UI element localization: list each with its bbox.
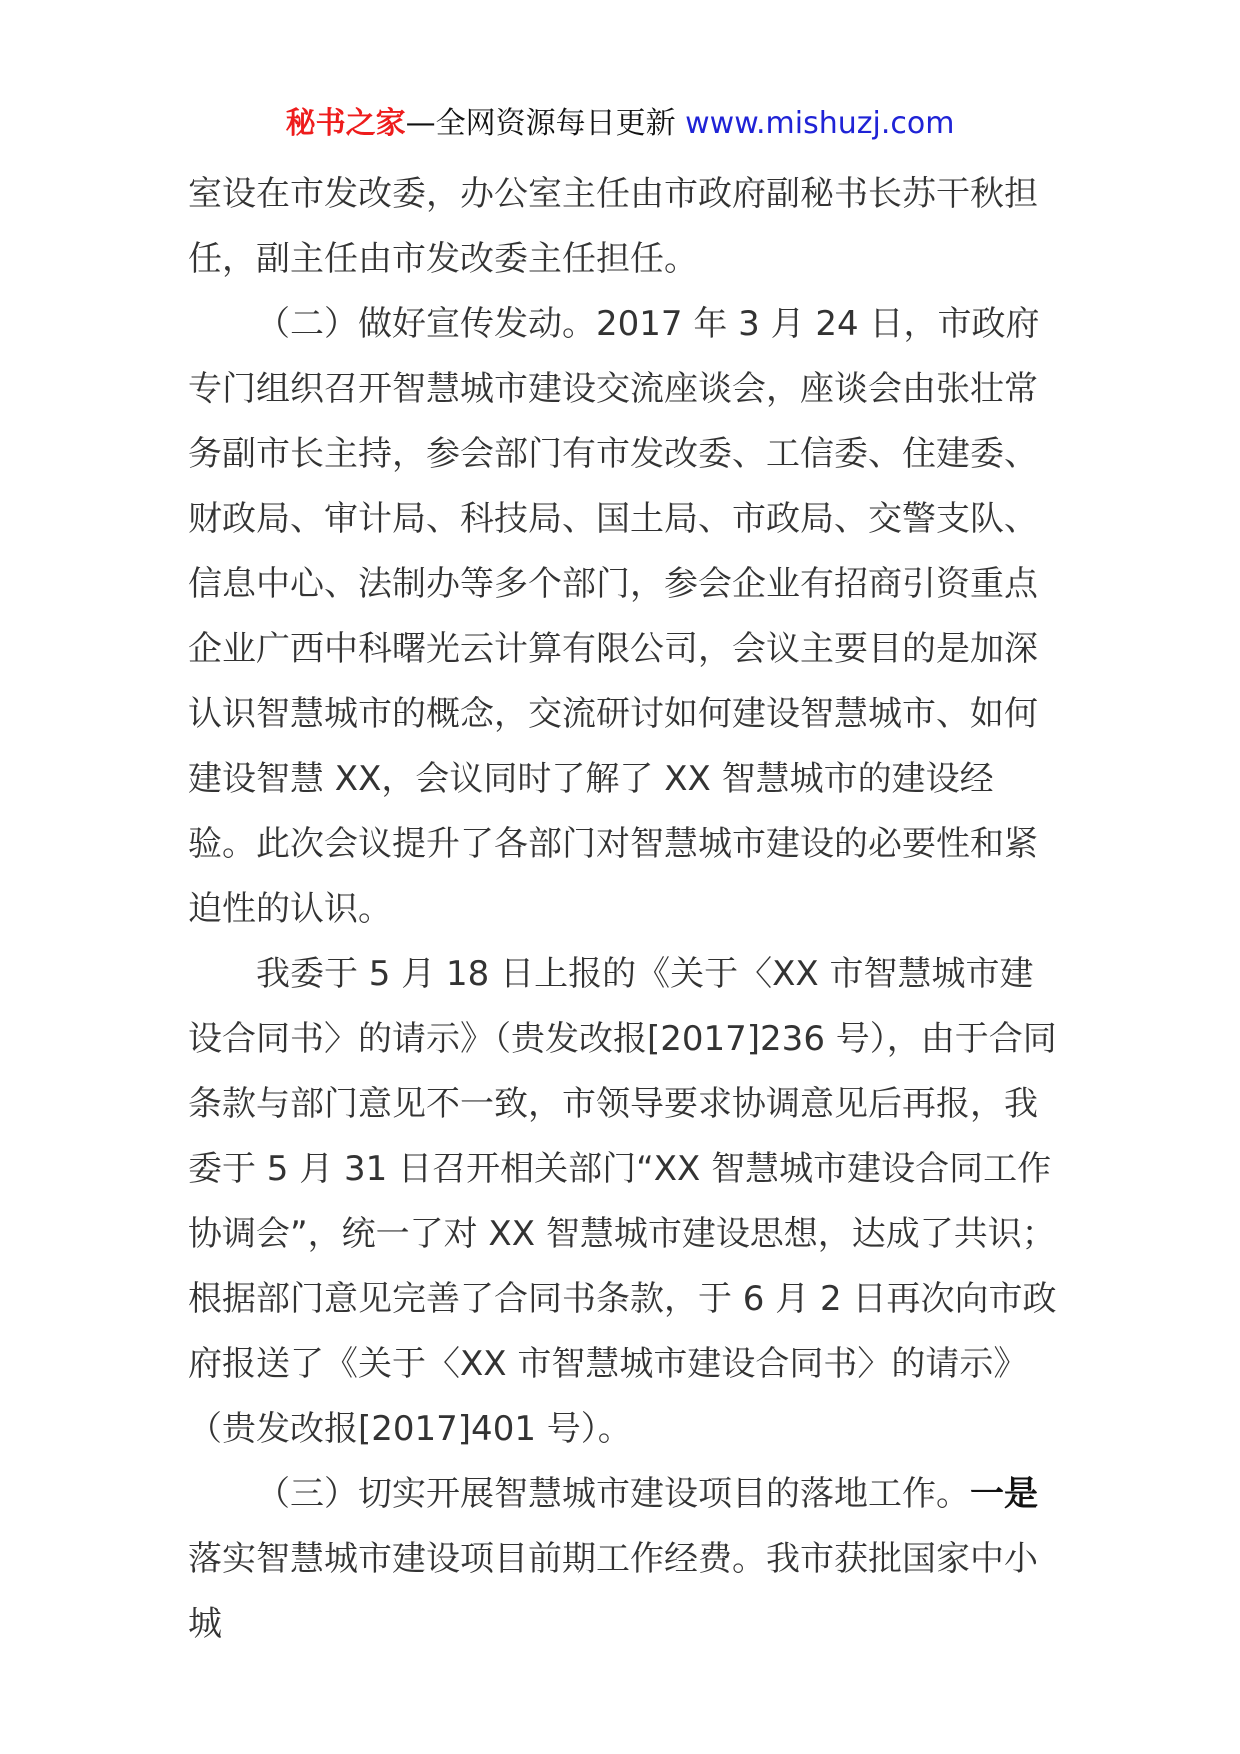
paragraph-4 xyxy=(188,1462,1058,1657)
paragraph-4-rest: 落实智慧城市建设项目前期工作经费。我市获批国家中小城 xyxy=(188,1539,1038,1644)
page-header xyxy=(0,100,1240,148)
document-body xyxy=(188,162,1058,1657)
paragraph-2: （二）做好宣传发动。2017 年 3 月 24 日，市政府专门组织召开智慧城市建设交流座谈会，座谈会由张壮常务副市长主持，参会部门有市发改委、工信委、住建委、财政局、审计局、科技局、国土局、市政局、交警支队、信息中心、法制办等多个部门，参会企业有招商引资重点企业广西中科曙光云计算有限公司，会议主要目的是加深认识智慧城市的概念，交流研讨如何建设智慧城市、如何建设智慧 XX，会议同时了解了 XX 智慧城市的建设经验。此次会议提升了各部门对智慧城市建设的必要性和紧迫性的认识。 xyxy=(188,304,1040,929)
paragraph-4-emphasis: 一是 xyxy=(970,1474,1038,1514)
paragraph-3: 我委于 5 月 18 日上报的《关于〈XX 市智慧城市建设合同书〉的请示》（贵发改报[2017]236 号），由于合同条款与部门意见不一致，市领导要求协调意见后再报，我委于 5 月 31 日召开相关部门“XX 智慧城市建设合同工作协调会”，统一了对 XX 智慧城市建设思想，达成了共识；根据部门意见完善了合同书条款，于 6 月 2 日再次向市政府报送了《关于〈XX 市智慧城市建设合同书〉的请示》（贵发改报[2017]401 号）。 xyxy=(188,954,1057,1449)
header-tagline: —全网资源每日更新 xyxy=(405,106,676,141)
paragraph-4-lead: （三）切实开展智慧城市建设项目的落地工作。 xyxy=(256,1474,970,1514)
header-brand: 秘书之家 xyxy=(285,106,406,141)
paragraph-1: 室设在市发改委，办公室主任由市政府副秘书长苏干秋担任，副主任由市发改委主任担任。 xyxy=(188,174,1038,279)
header-url-link[interactable]: www.mishuzj.com xyxy=(685,106,955,141)
